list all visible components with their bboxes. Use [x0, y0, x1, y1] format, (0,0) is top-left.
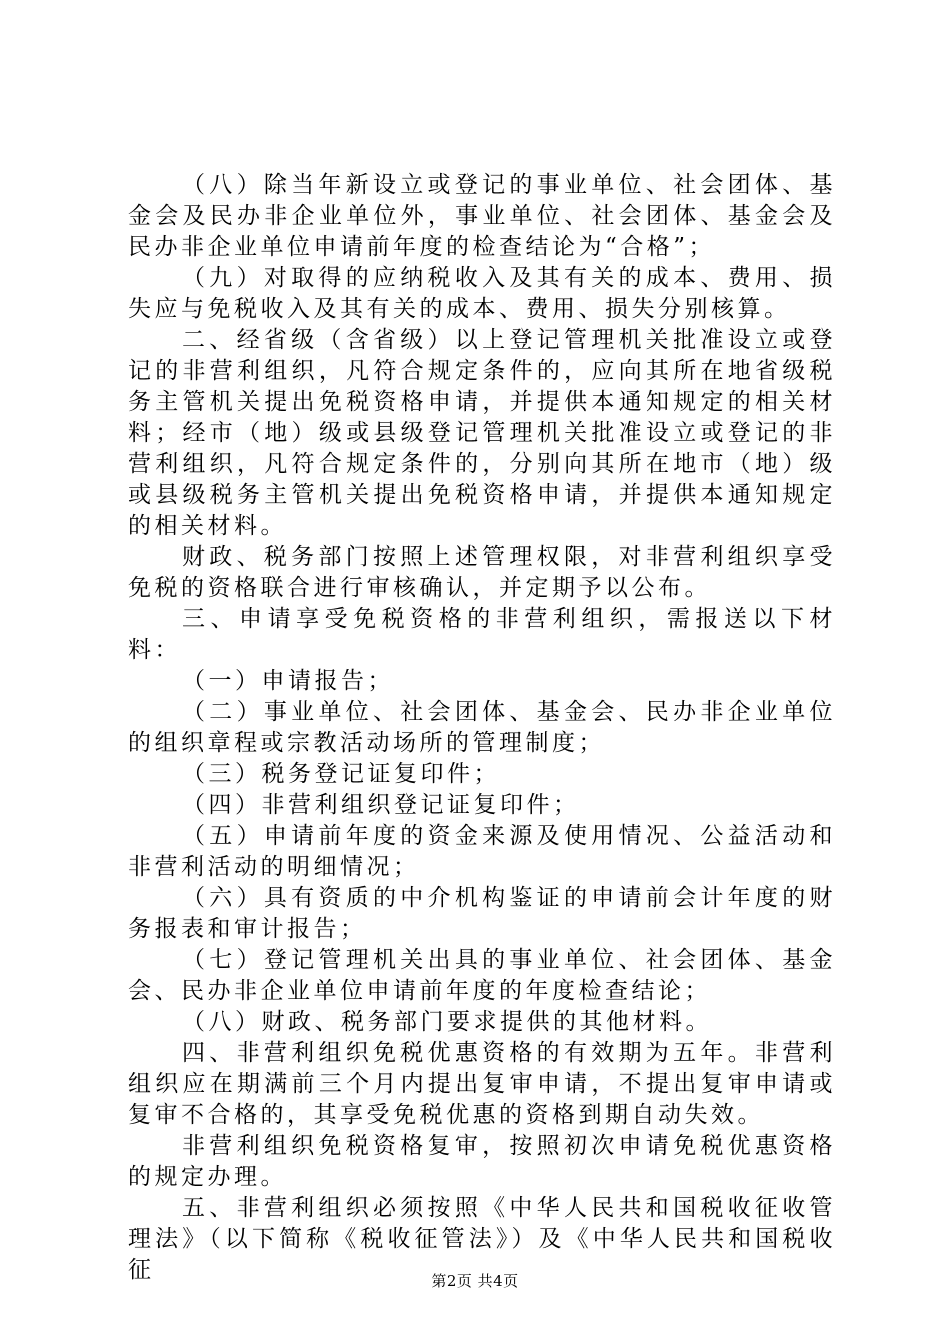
paragraph-9: （四）非营利组织登记证复印件； — [182, 792, 580, 818]
paragraph-3: 二、经省级（含省级）以上登记管理机关批准设立或登记的非营利组织，凡符合规定条件的，应向其所在地省级税务主管机关提出免税资格申请，并提供本通知规定的相关材料；经市（地）级或县级登记管理机关批准设立或登记的非营利组织，凡符合规定条件的，分别向其所在地市（地）级或县级税务主管机关提出免税资格申请，并提供本通知规定的相关材料。 — [128, 327, 836, 539]
paragraph-4: 财政、税务部门按照上述管理权限，对非营利组织享受免税的资格联合进行审核确认，并定期予以公布。 — [128, 544, 836, 601]
paragraph-7: （二）事业单位、社会团体、基金会、民办非企业单位的组织章程或宗教活动场所的管理制度； — [128, 699, 836, 756]
paragraph-6: （一）申请报告； — [182, 668, 394, 694]
document-body — [128, 170, 836, 1286]
paragraph-14: 四、非营利组织免税优惠资格的有效期为五年。非营利组织应在期满前三个月内提出复审申请，不提出复审申请或复审不合格的，其享受免税优惠的资格到期自动失效。 — [128, 1040, 836, 1128]
paragraph-16: 五、非营利组织必须按照《中华人民共和国税收征收管理法》（以下简称《税收征管法》）及《中华人民共和国税收征 — [128, 1195, 836, 1283]
paragraph-1: （八）除当年新设立或登记的事业单位、社会团体、基金会及民办非企业单位外，事业单位、社会团体、基金会及民办非企业单位申请前年度的检查结论为“合格”； — [128, 172, 836, 260]
paragraph-2: （九）对取得的应纳税收入及其有关的成本、费用、损失应与免税收入及其有关的成本、费用、损失分别核算。 — [128, 265, 836, 322]
paragraph-10: （五）申请前年度的资金来源及使用情况、公益活动和非营利活动的明细情况； — [128, 823, 836, 880]
paragraph-13: （八）财政、税务部门要求提供的其他材料。 — [182, 1009, 712, 1035]
paragraph-15: 非营利组织免税资格复审，按照初次申请免税优惠资格的规定办理。 — [128, 1133, 836, 1190]
page-footer: 第2页 共4页 — [431, 1272, 519, 1290]
paragraph-11: （六）具有资质的中介机构鉴证的申请前会计年度的财务报表和审计报告； — [128, 885, 836, 942]
paragraph-8: （三）税务登记证复印件； — [182, 761, 500, 787]
paragraph-12: （七）登记管理机关出具的事业单位、社会团体、基金会、民办非企业单位申请前年度的年度检查结论； — [128, 947, 836, 1004]
paragraph-5: 三、申请享受免税资格的非营利组织，需报送以下材料： — [128, 606, 836, 663]
